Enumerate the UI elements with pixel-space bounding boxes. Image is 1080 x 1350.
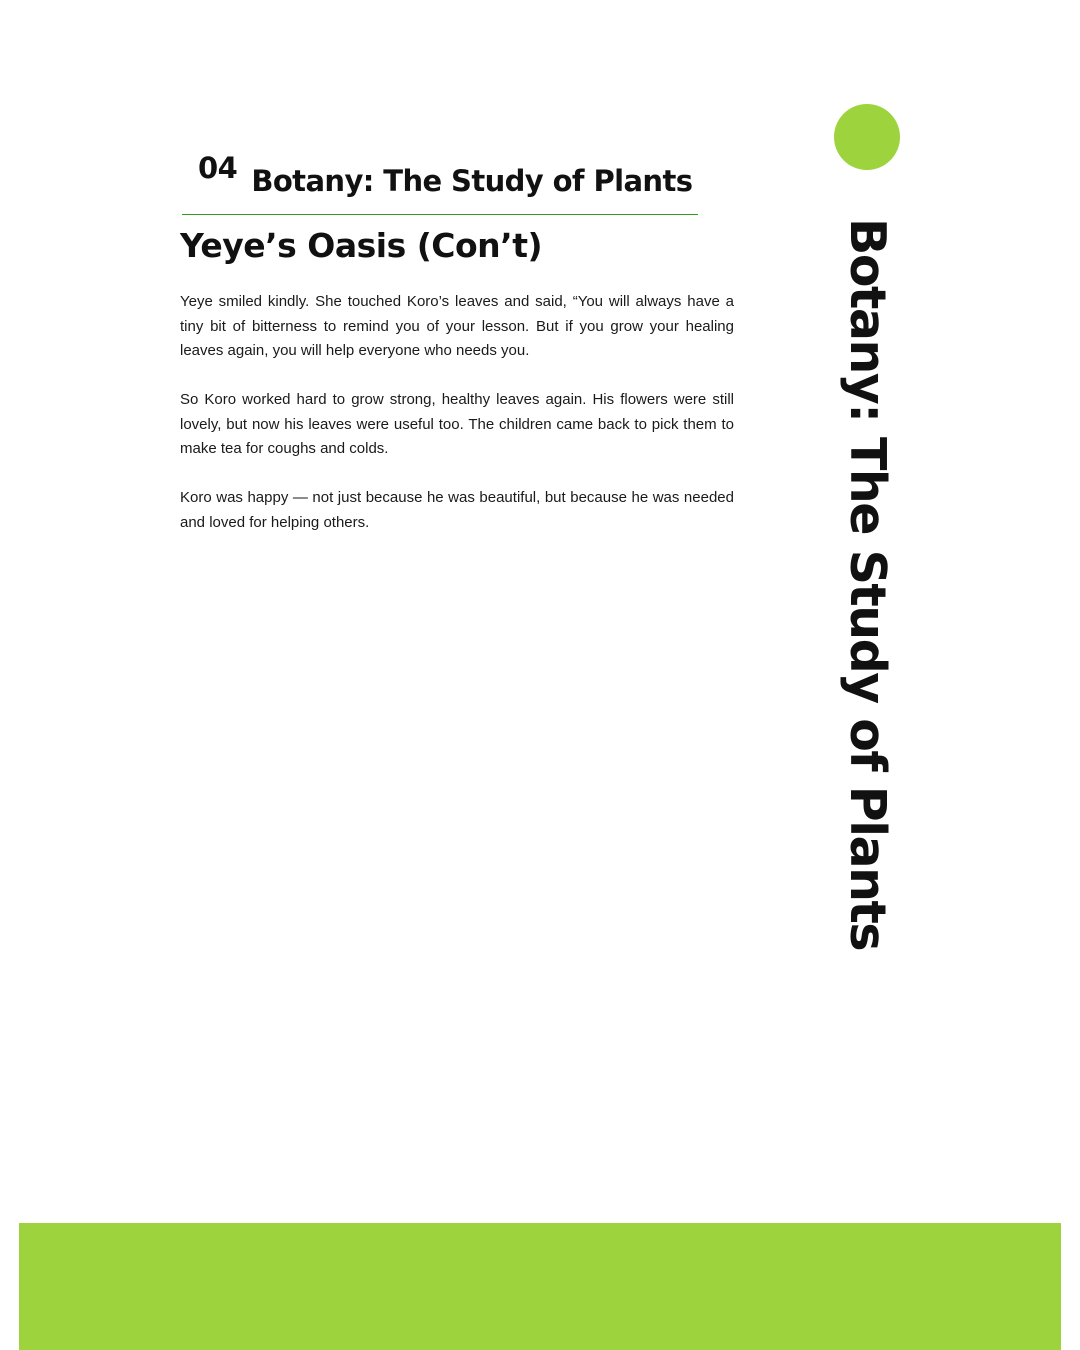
chapter-header: [198, 150, 692, 199]
chapter-title: Botany: The Study of Plants: [251, 164, 693, 198]
section-heading: Yeye’s Oasis (Con’t): [180, 226, 543, 265]
story-body: [180, 290, 734, 560]
footer-band: [19, 1223, 1061, 1350]
accent-circle: [834, 104, 900, 170]
side-banner-title: Botany: The Study of Plants: [839, 218, 896, 951]
paragraph-2: So Koro worked hard to grow strong, healthy leaves again. His flowers were still lovely, but now his leaves were useful too. The children came back to pick them to make tea for coughs and colds.: [180, 391, 734, 457]
paragraph-3: Koro was happy — not just because he was beautiful, but because he was needed and loved for helping others.: [180, 489, 734, 531]
header-divider: [182, 214, 698, 215]
chapter-number: 04: [198, 151, 238, 185]
paragraph-1: Yeye smiled kindly. She touched Koro’s leaves and said, “You will always have a tiny bit of bitterness to remind you of your lesson. But if you grow your healing leaves again, you will help everyone who needs you.: [180, 293, 734, 359]
